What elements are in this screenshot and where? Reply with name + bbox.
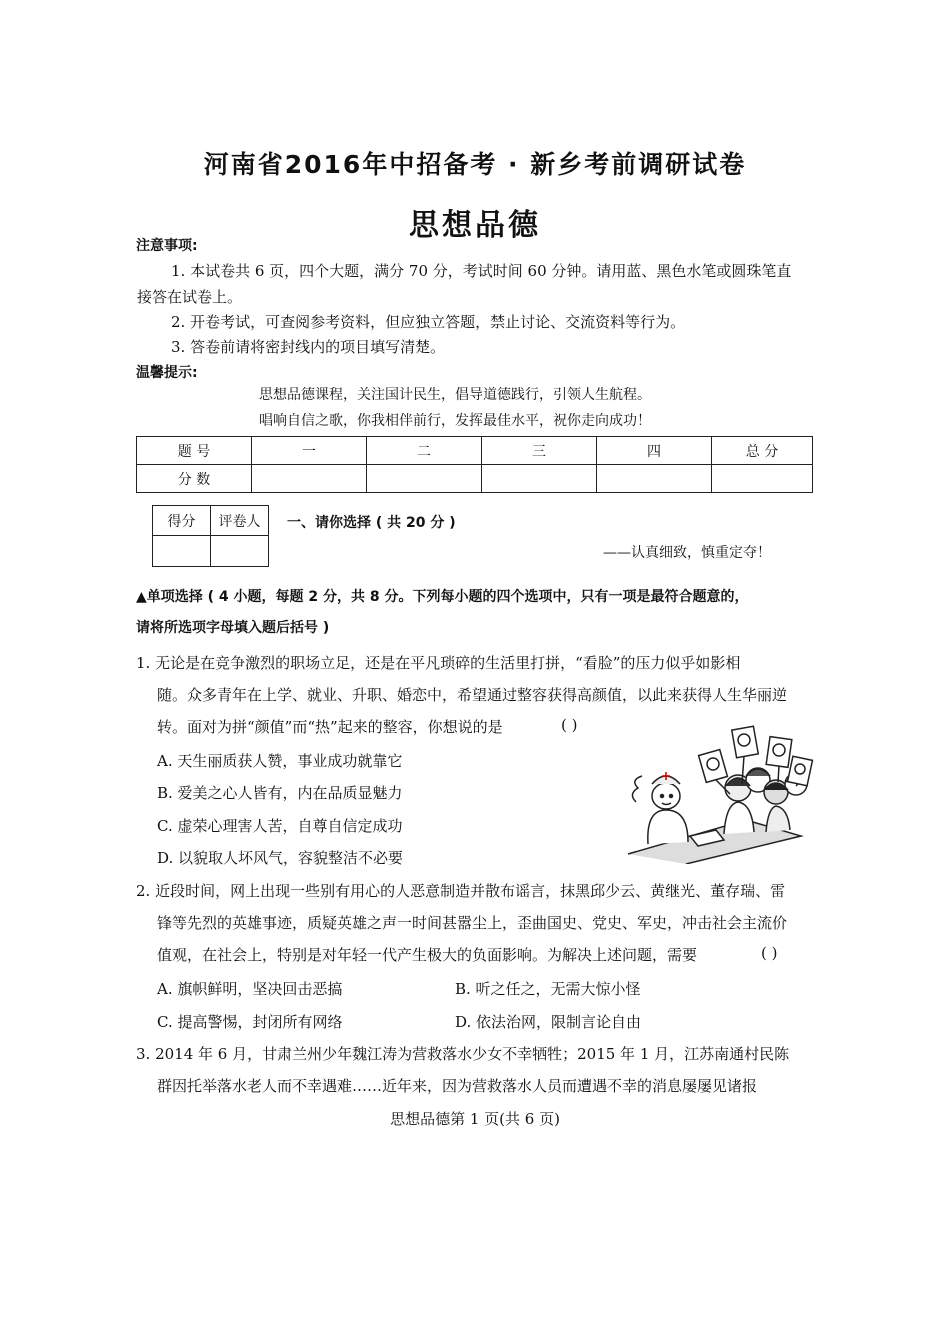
q1-option-d[interactable]: D. 以貌取人坏风气，容貌整洁不必要 [157,849,404,867]
q2-line-1: 2. 近段时间，网上出现一些别有用心的人恶意制造并散布谣言，抹黑邱少云、黄继光、董存瑞、雷 [136,882,786,900]
q1-line-3: 转。面对为拼“颜值”而“热”起来的整容，你想说的是 [157,718,503,736]
q1-option-c[interactable]: C. 虚荣心理害人苦，自尊自信定成功 [157,817,403,835]
score-input-total[interactable] [712,465,813,493]
grader-name-cell[interactable] [211,536,269,567]
single-choice-instruction-line-2: 请将所选项字母填入题后括号 ) [136,620,330,636]
notice-item-2: 2. 开卷考试，可查阅参考资料，但应独立答题，禁止讨论、交流资料等行为。 [171,313,686,331]
score-cell-label: 题 号 [137,437,252,465]
score-input-q2[interactable] [367,465,482,493]
grader-score-cell[interactable] [153,536,211,567]
notice-item-1-line-2: 接答在试卷上。 [137,288,243,306]
score-input-q3[interactable] [482,465,597,493]
score-cell-q1: 一 [252,437,367,465]
q1-line-2: 随。众多青年在上学、就业、升职、婚恋中，希望通过整容获得高颜值，以此来获得人生华丽逆 [157,686,788,704]
score-cell-q3: 三 [482,437,597,465]
q3-line-1: 3. 2014 年 6 月，甘肃兰州少年魏江涛为营救落水少女不幸牺牲；2015 年 1 月，江苏南通村民陈 [136,1045,790,1063]
grader-table [152,505,269,567]
q1-option-b[interactable]: B. 爱美之心人皆有，内在品质显魅力 [157,784,403,802]
tips-line-2: 唱响自信之歌，你我相伴前行，发挥最佳水平，祝你走向成功！ [259,413,651,429]
notice-item-1-line-1: 1. 本试卷共 6 页，四个大题，满分 70 分，考试时间 60 分钟。请用蓝、黑色水笔或圆珠笔直 [171,262,792,280]
subject-title: 思想品德 [409,208,541,243]
score-table [136,436,813,493]
section-1-title: 一、请你选择 ( 共 20 分 ) [287,515,456,531]
notice-item-3: 3. 答卷前请将密封线内的项目填写清楚。 [171,338,446,356]
score-row-label: 分 数 [137,465,252,493]
score-cell-q2: 二 [367,437,482,465]
section-1-motto: ——认真细致，慎重定夺！ [603,545,771,561]
q3-line-2: 群因托举落水老人而不幸遇难……近年来，因为营救落水人员而遭遇不幸的消息屡屡见诸报 [157,1077,758,1095]
q2-option-d[interactable]: D. 依法治网，限制言论自由 [455,1013,642,1031]
q2-line-2: 锋等先烈的英雄事迹，质疑英雄之声一时间甚嚣尘上，歪曲国史、党史、军史，冲击社会主流价 [157,914,788,932]
score-cell-q4: 四 [597,437,712,465]
score-cell-total: 总 分 [712,437,813,465]
grader-name-label: 评卷人 [211,506,269,536]
exam-title: 河南省2016年中招备考 · 新乡考前调研试卷 [203,150,747,179]
q2-option-b[interactable]: B. 听之任之，无需大惊小怪 [455,980,641,998]
q2-option-c[interactable]: C. 提高警惕，封闭所有网络 [157,1013,343,1031]
q1-cartoon-illustration [626,724,816,864]
page-footer: 思想品德第 1 页(共 6 页) [390,1110,560,1128]
tips-line-1: 思想品德课程，关注国计民生，倡导道德践行，引领人生航程。 [259,387,651,403]
score-input-q1[interactable] [252,465,367,493]
q1-answer-bracket[interactable]: ( ) [561,716,578,734]
score-table-header-row [137,437,813,465]
single-choice-instruction-line-1: ▲单项选择 ( 4 小题，每题 2 分，共 8 分。下列每小题的四个选项中，只有一项是最符合题意的， [136,589,749,605]
notice-heading: 注意事项: [136,238,198,254]
grader-score-label: 得分 [153,506,211,536]
tips-heading: 温馨提示: [136,365,198,381]
q2-answer-bracket[interactable]: ( ) [761,944,778,962]
q1-option-a[interactable]: A. 天生丽质获人赞，事业成功就靠它 [157,752,403,770]
q1-line-1: 1. 无论是在竞争激烈的职场立足，还是在平凡琐碎的生活里打拼，“看脸”的压力似乎如影相 [136,654,741,672]
q2-option-a[interactable]: A. 旗帜鲜明，坚决回击恶搞 [157,980,343,998]
q2-line-3: 值观，在社会上，特别是对年轻一代产生极大的负面影响。为解决上述问题，需要 [157,946,698,964]
score-input-q4[interactable] [597,465,712,493]
score-table-score-row [137,465,813,493]
